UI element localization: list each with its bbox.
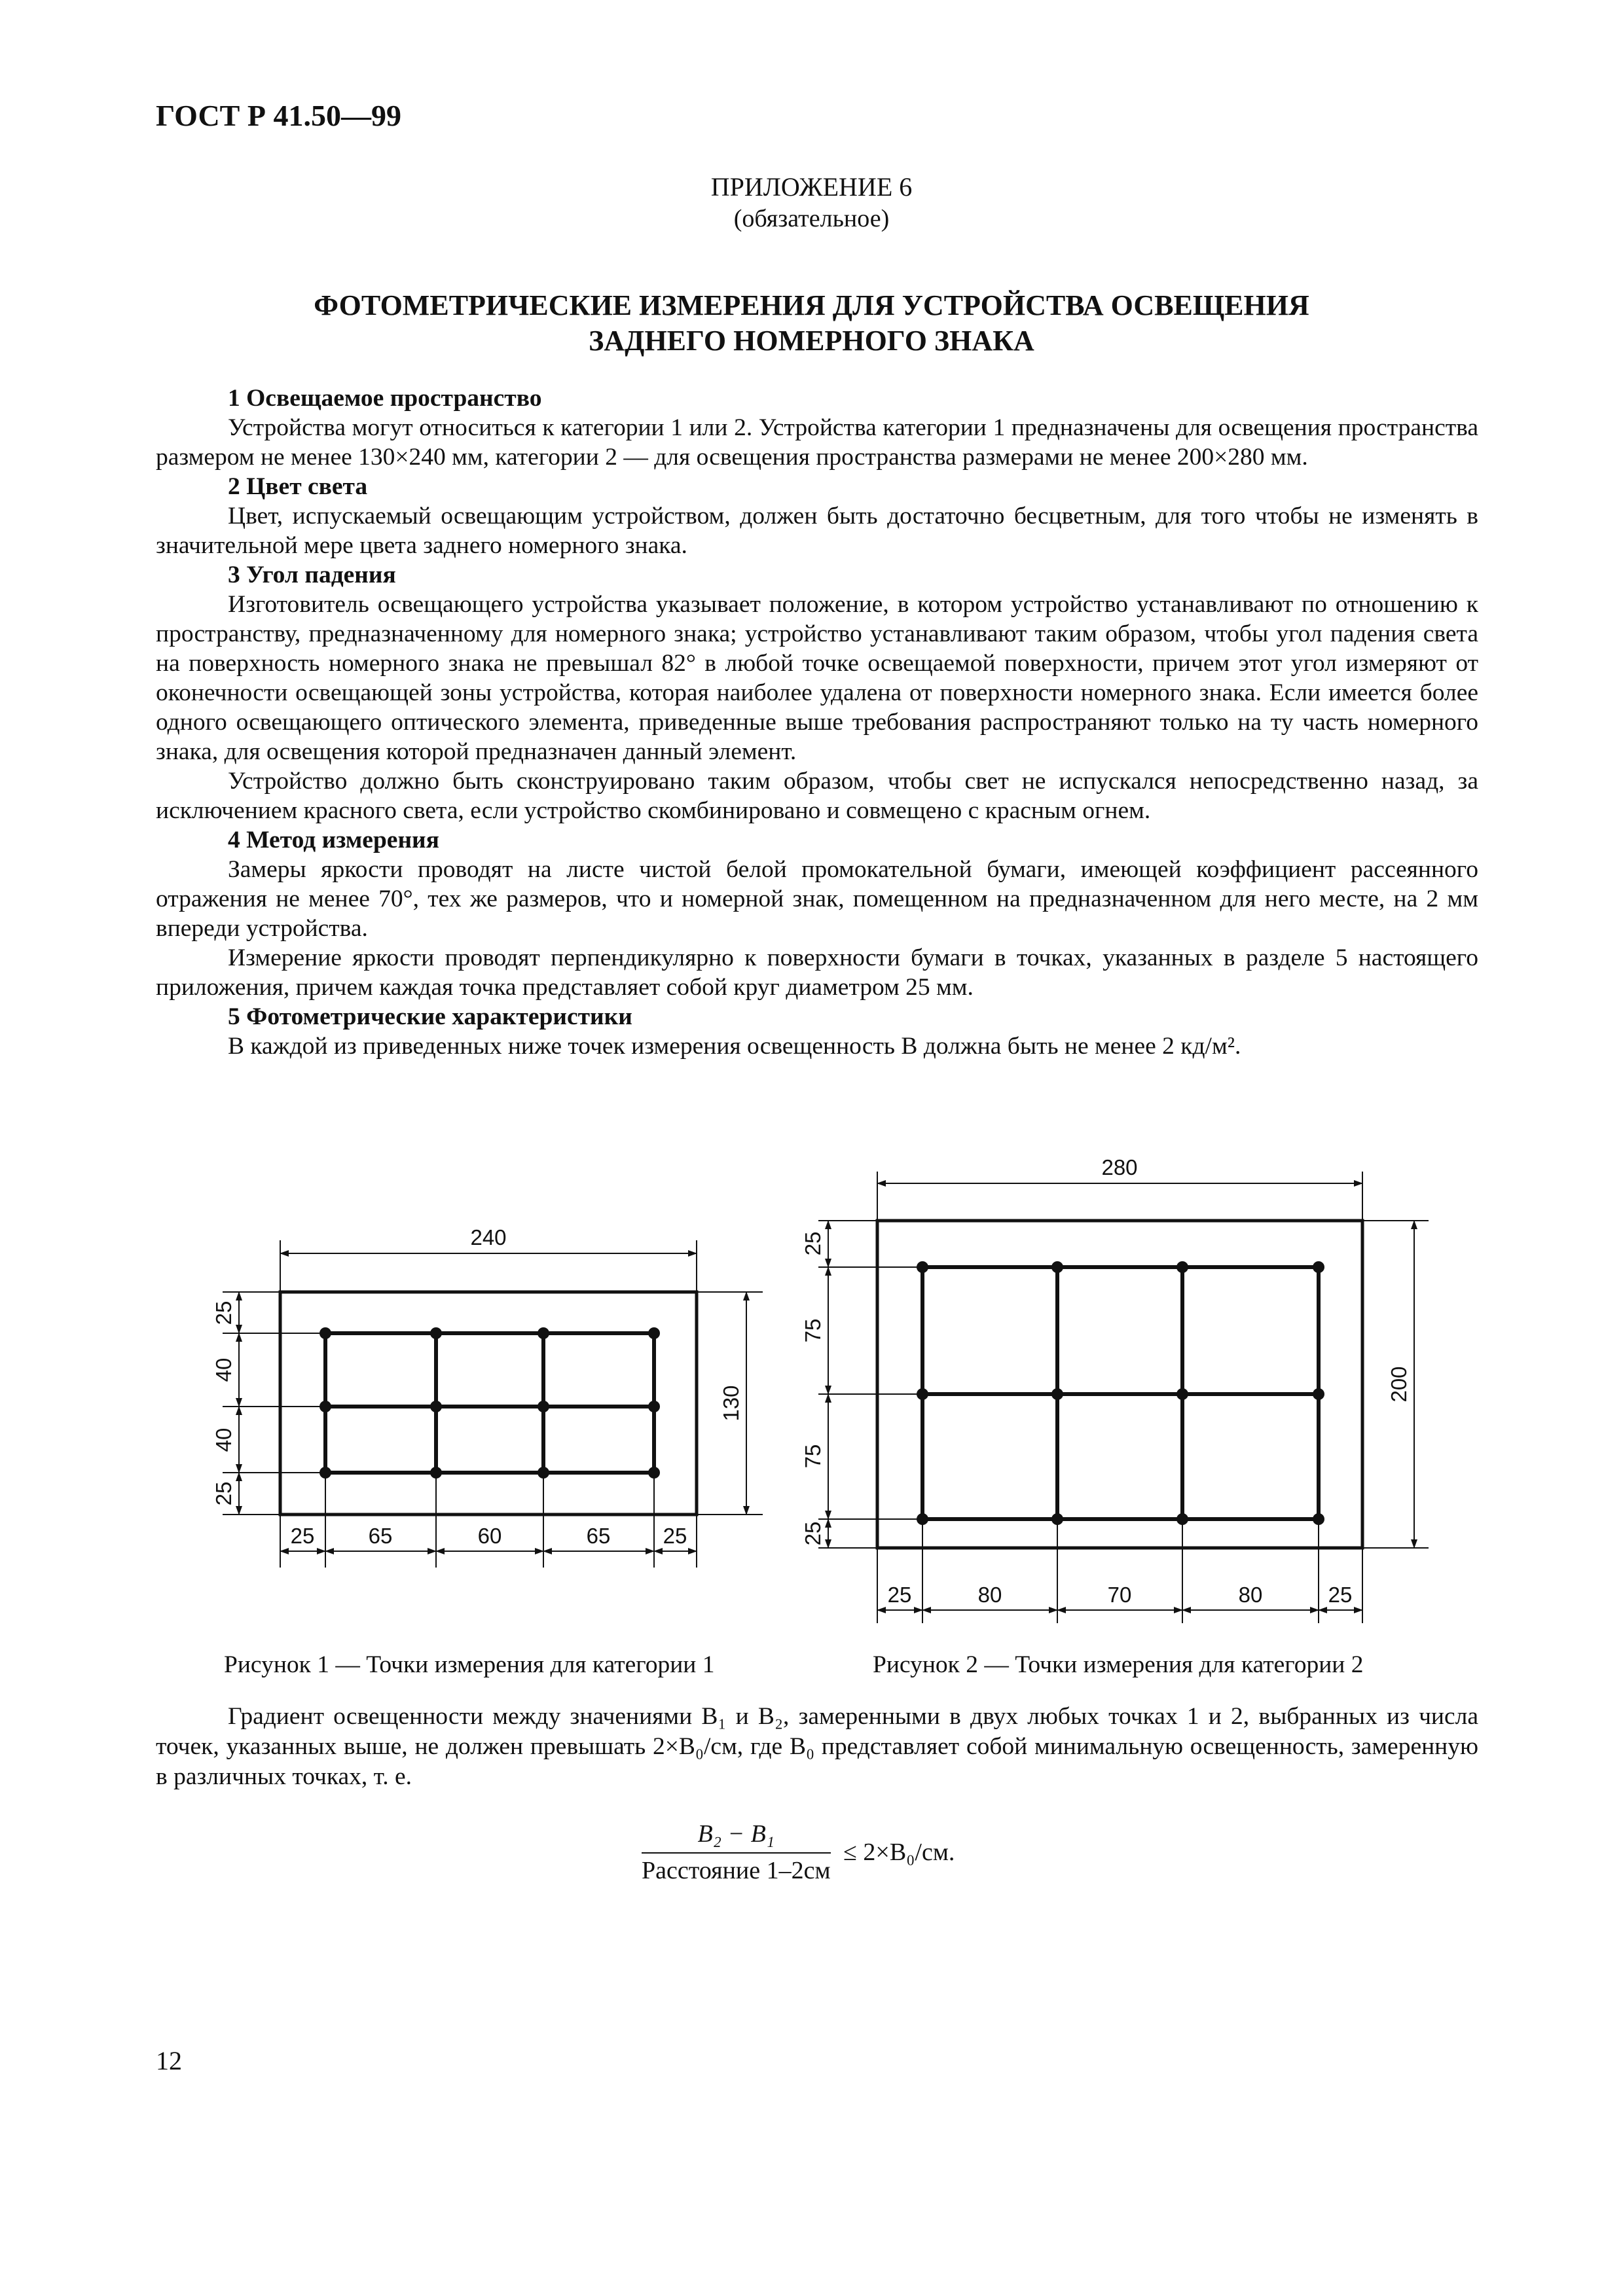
section-2-paragraph: Цвет, испускаемый освещающим устройством, должен быть достаточно бесцветным, для того чтобы не изменять в значительной мере цвета заднего номерного знака. xyxy=(156,503,1478,559)
figure-2-bottom-dim: 25 xyxy=(887,1583,912,1607)
figure-1-bottom-dim: 60 xyxy=(477,1524,502,1548)
main-title-line-1: ФОТОМЕТРИЧЕСКИЕ ИЗМЕРЕНИЯ ДЛЯ УСТРОЙСТВА ОСВЕЩЕНИЯ xyxy=(314,289,1309,321)
appendix-title: ПРИЛОЖЕНИЕ 6 xyxy=(710,172,913,202)
measurement-point xyxy=(648,1401,660,1412)
section-4-heading: 4 Метод измерения xyxy=(228,827,439,853)
figure-1-height-label: 130 xyxy=(719,1385,743,1422)
formula-rhs: ≤ 2×B₀/см. xyxy=(843,1839,955,1866)
figure-2-bottom-dim: 25 xyxy=(1328,1583,1353,1607)
measurement-point xyxy=(1051,1261,1063,1273)
figure-1-plate xyxy=(280,1292,697,1515)
measurement-point xyxy=(917,1513,928,1525)
figure-1-measurement-points xyxy=(319,1327,660,1479)
measurement-point xyxy=(430,1467,442,1479)
figure-2-caption: Рисунок 2 — Точки измерения для категории 2 xyxy=(873,1651,1364,1678)
figure-2 xyxy=(818,1172,1429,1623)
appendix-subtitle: (обязательное) xyxy=(733,205,890,232)
measurement-point xyxy=(1313,1513,1324,1525)
section-5-paragraph: В каждой из приведенных ниже точек измерения освещенность B должна быть не менее 2 кд/м². xyxy=(228,1033,1241,1060)
measurement-point xyxy=(538,1467,549,1479)
section-3-heading: 3 Угол падения xyxy=(228,562,396,588)
measurement-point xyxy=(1313,1388,1324,1400)
measurement-point xyxy=(648,1327,660,1339)
section-2-heading: 2 Цвет света xyxy=(228,473,368,500)
figure-1-left-dim: 40 xyxy=(211,1357,236,1382)
figure-2-width-label: 280 xyxy=(1101,1155,1138,1179)
measurement-point xyxy=(648,1467,660,1479)
main-title xyxy=(0,288,1623,359)
figure-1-left-dim: 40 xyxy=(211,1427,236,1452)
measurement-point xyxy=(917,1388,928,1400)
measurement-point xyxy=(538,1401,549,1412)
measurement-point xyxy=(319,1327,331,1339)
figures-diagram xyxy=(0,1142,1623,1640)
gradient-paragraph xyxy=(156,1702,1478,1792)
section-3-paragraph-1: Изготовитель освещающего устройства указывает положение, в котором устройство устанавливают по отношению к пространству, предназначенному для номерного знака; устройство устанавливают таким образом, чтобы угол падения света на поверхность номерного знака не превышал 82° в любой точке освещаемой поверхности, причем этот угол измеряют от оконечности освещающей зоны устройства, которая наиболее удалена от поверхности номерного знака. Если имеется более одного освещающего оптического элемента, приведенные выше требования распространяют только на ту часть номерного знака, для освещения которой предназначен данный элемент. xyxy=(156,591,1478,765)
figure-1-caption: Рисунок 1 — Точки измерения для категории 1 xyxy=(224,1651,715,1678)
measurement-point xyxy=(1176,1261,1188,1273)
measurement-point xyxy=(538,1327,549,1339)
measurement-point xyxy=(917,1261,928,1273)
figure-2-plate xyxy=(877,1221,1362,1548)
figure-1 xyxy=(223,1240,763,1568)
figure-1-left-dim: 25 xyxy=(211,1300,236,1325)
formula-fraction xyxy=(642,1820,831,1885)
section-4-paragraph-2: Измерение яркости проводят перпендикулярно к поверхности бумаги в точках, указанных в разделе 5 настоящего приложения, причем каждая точка представляет собой круг диаметром 25 мм. xyxy=(156,944,1478,1001)
section-3-paragraph-2: Устройство должно быть сконструировано таким образом, чтобы свет не испускался непосредственно назад, за исключением красного света, если устройство скомбинировано и совмещено с красным огнем. xyxy=(156,768,1478,824)
figure-2-left-dim: 25 xyxy=(801,1521,825,1546)
formula-numerator: B₂ − B₁ xyxy=(642,1820,831,1854)
section-1-heading: 1 Освещаемое пространство xyxy=(228,385,542,412)
figure-1-bottom-dim: 65 xyxy=(368,1524,393,1548)
figure-2-bottom-dim: 80 xyxy=(977,1583,1002,1607)
figure-2-left-dim: 25 xyxy=(801,1231,825,1256)
figure-1-bottom-dim: 25 xyxy=(290,1524,315,1548)
figure-1-bottom-dim: 25 xyxy=(663,1524,687,1548)
measurement-point xyxy=(1051,1388,1063,1400)
figure-2-height-label: 200 xyxy=(1387,1366,1411,1403)
measurement-point xyxy=(430,1327,442,1339)
main-title-line-2: ЗАДНЕГО НОМЕРНОГО ЗНАКА xyxy=(589,325,1034,357)
body-text xyxy=(156,384,1478,1061)
section-1-paragraph: Устройства могут относиться к категории 1 или 2. Устройства категории 1 предназначены для освещения пространства размером не менее 130×240 мм, категории 2 — для освещения пространства размерами не менее 200×280 мм. xyxy=(156,414,1478,471)
figure-2-left-dim: 75 xyxy=(801,1444,825,1469)
measurement-point xyxy=(430,1401,442,1412)
measurement-point xyxy=(1313,1261,1324,1273)
figure-1-bottom-dim: 65 xyxy=(586,1524,611,1548)
section-4-paragraph-1: Замеры яркости проводят на листе чистой белой промокательной бумаги, имеющей коэффициент рассеянного отражения не менее 70°, тех же размеров, что и номерной знак, помещенном на предназначенном для него месте, на 2 мм впереди устройства. xyxy=(156,856,1478,942)
measurement-point xyxy=(1176,1513,1188,1525)
figure-2-bottom-dim: 80 xyxy=(1238,1583,1263,1607)
formula-denominator: Расстояние 1–2см xyxy=(642,1857,831,1884)
gradient-text: Градиент освещенности между значениями B₁ и B₂, замеренными в двух любых точках 1 и 2, выбранных из числа точек, указанных выше, не должен превышать 2×B₀/см, где B₀ представляет собой минимальную освещенность, замеренную в различных точках, т. е. xyxy=(156,1703,1478,1790)
figure-1-left-dim: 25 xyxy=(211,1481,236,1506)
figure-2-bottom-dim: 70 xyxy=(1107,1583,1132,1607)
page-number: 12 xyxy=(156,2046,182,2075)
section-5-heading: 5 Фотометрические характеристики xyxy=(228,1003,632,1030)
figure-2-left-dim: 75 xyxy=(801,1318,825,1343)
measurement-point xyxy=(1051,1513,1063,1525)
figure-1-width-label: 240 xyxy=(470,1225,507,1249)
measurement-point xyxy=(319,1401,331,1412)
measurement-point xyxy=(1176,1388,1188,1400)
document-code: ГОСТ Р 41.50—99 xyxy=(156,99,401,132)
measurement-point xyxy=(319,1467,331,1479)
gradient-formula xyxy=(642,1820,955,1885)
